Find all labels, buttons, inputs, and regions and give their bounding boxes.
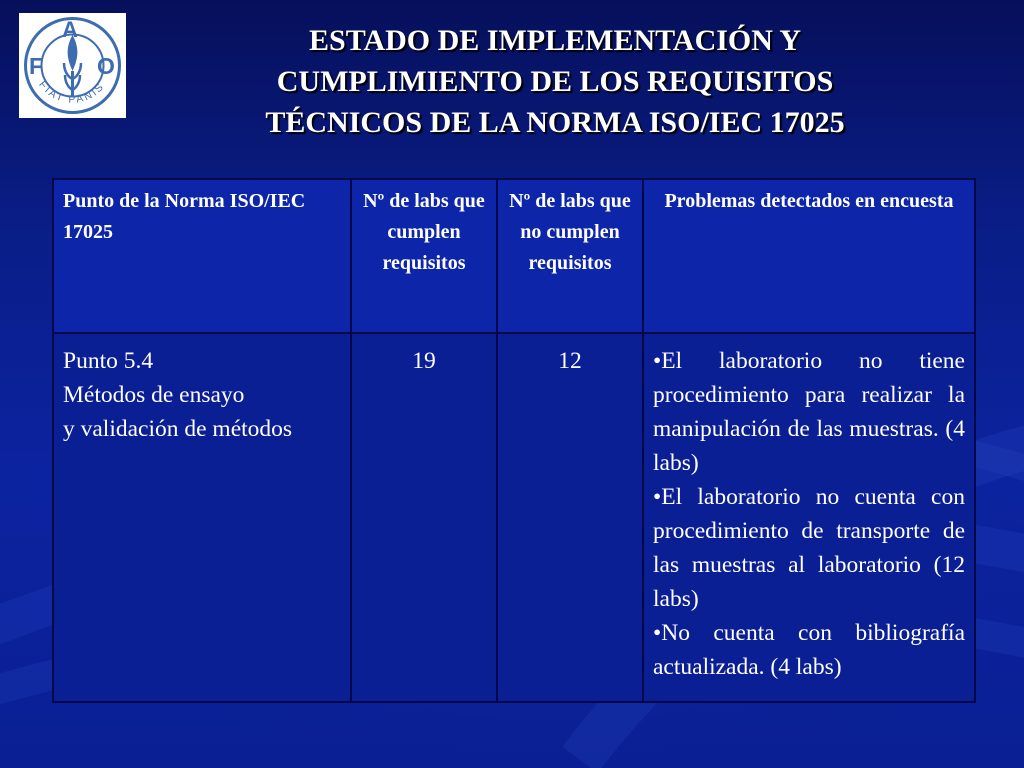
header-labs-not-comply: Nº de labs que no cumplen requisitos — [497, 179, 643, 333]
header-labs-comply: Nº de labs que cumplen requisitos — [351, 179, 497, 333]
logo-motto: FIAT PANIS — [36, 78, 108, 106]
logo-letter-a: A — [62, 17, 78, 42]
header-norm-point: Punto de la Norma ISO/IEC 17025 — [53, 179, 351, 333]
table-row — [53, 333, 975, 702]
problem-item: •El laboratorio no cuenta con procedimiento de transporte de las muestras al laboratorio (12 labs) — [653, 484, 965, 612]
problem-item: •No cuenta con bibliografía actualizada. (4 labs) — [653, 620, 965, 680]
norm-point-line: Punto 5.4 — [63, 348, 154, 374]
norm-point-line: y validación de métodos — [63, 416, 293, 442]
logo-letter-f: F — [29, 53, 44, 79]
table-header-row — [53, 179, 975, 333]
cell-norm-point — [53, 333, 351, 702]
cell-labs-not-comply: 12 — [497, 333, 643, 702]
norm-point-line: Métodos de ensayo — [63, 382, 245, 408]
slide-title — [180, 20, 930, 143]
header-problems: Problemas detectados en encuesta — [643, 179, 975, 333]
cell-labs-comply: 19 — [351, 333, 497, 702]
fao-logo — [19, 13, 126, 118]
title-line: TÉCNICOS DE LA NORMA ISO/IEC 17025 — [265, 106, 845, 139]
logo-letter-o: O — [97, 53, 115, 79]
title-line: ESTADO DE IMPLEMENTACIÓN Y — [309, 24, 801, 57]
requirements-table — [52, 178, 976, 703]
problem-item: •El laboratorio no tiene procedimiento para realizar la manipulación de las muestras. (4 labs) — [653, 348, 965, 476]
cell-problems — [643, 333, 975, 702]
title-line: CUMPLIMIENTO DE LOS REQUISITOS — [276, 65, 834, 98]
fao-logo-icon — [19, 13, 126, 118]
